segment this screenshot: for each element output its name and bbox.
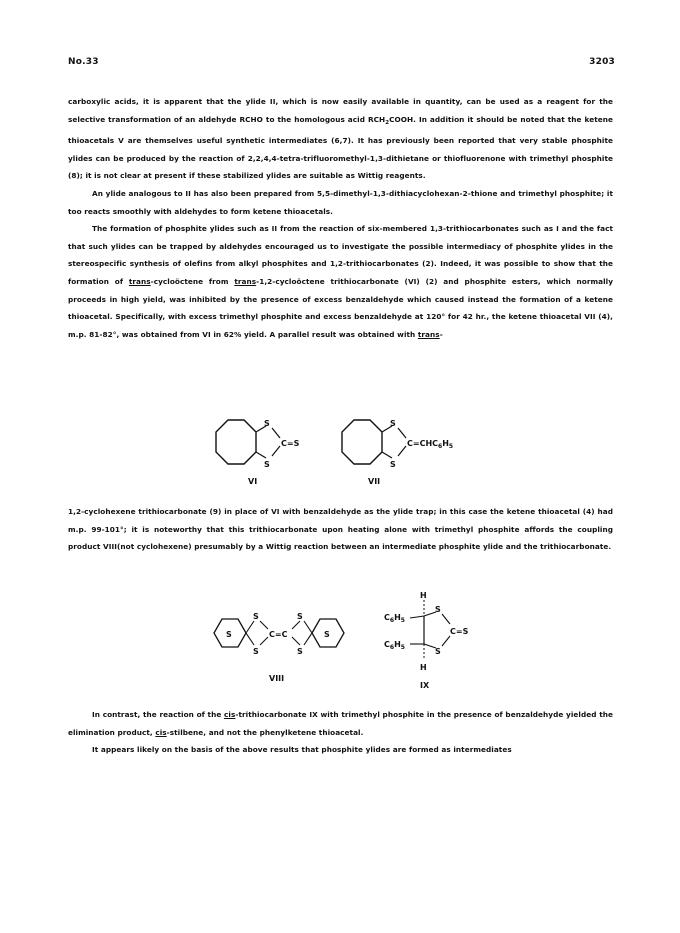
paragraph-2: An ylide analogous to II has also been prepared from 5,5-dimethyl-1,3-dithiacyclohexan-2-thione and trimethyl phosphite; it too reacts smoothly with aldehydes to form ketene thioacetals. (68, 188, 613, 216)
group-text: C (384, 640, 390, 649)
sulfur-atom-bottom-left: S (253, 647, 259, 656)
structure-ix-drawing (380, 588, 500, 698)
paragraph-3-part-b: -cycloöctene from (150, 276, 235, 286)
sulfur-atom-bottom-right: S (297, 647, 303, 656)
subscript: 5 (400, 617, 405, 624)
subscript: 6 (438, 443, 443, 450)
sulfur-atom-top: S (435, 605, 441, 614)
ring-sulfur-left: S (226, 630, 232, 639)
subscript: 2 (385, 119, 390, 126)
sulfur-atom-top: S (264, 419, 270, 428)
paragraph-3-part-c: -1,2-cycloöctene trithiocarbonate (VI) (2) and phosphite esters, which normally proceeds in high yield, was inhibited by the presence of excess benzaldehyde which caused instead the formation of a ketene thioacetal. Specifically, with excess trimethyl phosphite and excess benzaldehyde at 120° for 42 hr., the ketene thioacetal VII (4), m.p. 81-82°, was obtained from VI in 62% yield. A parallel result was obtained with (68, 276, 614, 339)
underlined-term: cis (155, 727, 167, 737)
structure-ix-label: IX (420, 681, 430, 690)
group-text: H (394, 640, 401, 649)
sulfur-atom-bottom: S (435, 647, 441, 656)
paragraph-3-part-a: The formation of phosphite ylides such as II from the reaction of six-membered 1,3-trithiocarbonates such as I and the fact that such ylides can be trapped by aldehydes encouraged us to investigate the possible intermediacy of phosphite ylides in the stereospecific synthesis of olefins from alkyl phosphites and 1,2-trithiocarbonates (2). Indeed, it was possible to show that the formation of (68, 224, 613, 286)
text-block-lower (68, 706, 613, 759)
hydrogen-bottom: H (420, 663, 427, 672)
phenyl-bottom (384, 640, 405, 651)
hydrogen-top: H (420, 591, 427, 600)
paragraph-3 (68, 220, 613, 343)
paragraph-5 (68, 706, 613, 741)
underlined-term: trans (128, 276, 151, 286)
text-block-middle (68, 503, 613, 556)
text-block-upper (68, 93, 613, 343)
structure-ix (380, 588, 500, 698)
sulfur-atom-top-right: S (297, 612, 303, 621)
paragraph-3-part-d: - (439, 329, 443, 339)
paragraph-5-part-c: -stilbene, and not the phenylketene thioacetal. (166, 727, 364, 737)
sulfur-atom-bottom: S (264, 460, 270, 469)
thione-group: C=S (450, 627, 469, 636)
page-number: 3203 (589, 57, 615, 67)
paragraph-5-part-b: -trithiocarbonate IX with trimethyl phosphite in the presence of benzaldehyde yielded the elimination product, (68, 710, 613, 737)
paragraph-1-part-a: carboxylic acids, it is apparent that the ylide II, which is now easily available in quantity, can be used as a reagent for the selective transformation of an aldehyde RCHO to the homologous acid RCH (68, 97, 613, 124)
structure-vi-label: VI (248, 477, 258, 486)
underlined-term: cis (224, 710, 236, 719)
sulfur-atom-top-left: S (253, 612, 259, 621)
journal-issue-number: No.33 (68, 57, 99, 67)
central-double-bond: C=C (269, 630, 288, 639)
subscript: 5 (448, 443, 454, 450)
sulfur-atom-top: S (390, 419, 396, 428)
group-text: C (384, 613, 390, 622)
group-text: H (442, 439, 449, 448)
structure-vii (322, 400, 522, 500)
thione-group: C=S (281, 439, 300, 448)
sulfur-atom-bottom: S (390, 460, 396, 469)
paragraph-1-part-b: COOH. In addition it should be noted that the ketene thioacetals V are themselves useful synthetic intermediates (6,7). It has previously been reported that very stable phosphite ylides can be produced by the reaction of 2,2,4,4-tetra-trifluoromethyl-1,3-dithietane or thiofluorenone with trimethyl phosphite (8); it is not clear at present if these stabilized ylides are suitable as Wittig reagents. (68, 114, 613, 181)
structure-vii-drawing (322, 400, 522, 500)
structure-viii-label: VIII (269, 674, 285, 683)
structure-vi (196, 400, 326, 500)
paragraph-6: It appears likely on the basis of the above results that phosphite ylides are formed as intermediates (92, 745, 512, 755)
group-text: C=CHC (407, 439, 439, 448)
structure-vi-drawing (196, 400, 326, 500)
group-text: H (394, 613, 401, 622)
phenyl-top (384, 613, 405, 624)
paragraph-5-part-a: In contrast, the reaction of the (92, 710, 225, 719)
underlined-term: trans (417, 329, 440, 339)
paragraph-1 (68, 93, 613, 185)
subscript: 5 (400, 644, 405, 651)
subscript: 6 (389, 644, 395, 651)
structure-vii-label: VII (368, 477, 381, 486)
subscript: 6 (389, 617, 395, 624)
benzylidene-group (407, 439, 453, 450)
structure-viii (200, 595, 370, 695)
underlined-term: trans (234, 276, 257, 286)
ring-sulfur-right: S (324, 630, 330, 639)
structure-viii-drawing (200, 595, 370, 695)
paragraph-4: 1,2-cyclohexene trithiocarbonate (9) in place of VI with benzaldehyde as the ylide trap; in this case the ketene thioacetal (4) had m.p. 99-101°; it is noteworthy that this trithiocarbonate upon heating alone with trimethyl phosphite affords the coupling product VIII(not cyclohexene) presumably by a Wittig reaction between an intermediate phosphite ylide and the trithiocarbonate. (68, 507, 613, 552)
